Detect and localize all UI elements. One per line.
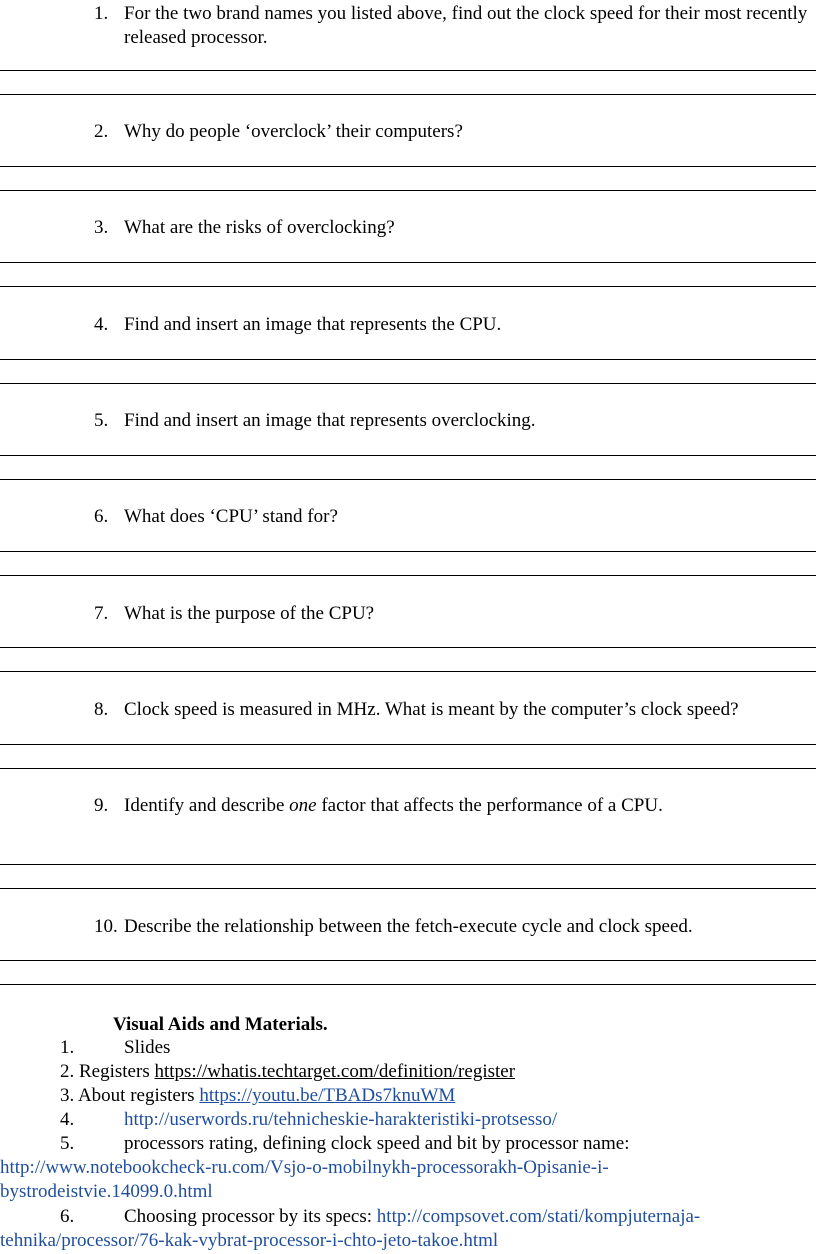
answer-line [0, 768, 816, 769]
question-text-after: factor that affects the performance of a CPU. [316, 795, 663, 816]
question-text-emphasis: one [289, 795, 317, 816]
question-text: Why do people ‘overclock’ their computers? [124, 121, 463, 142]
material-label: Choosing processor by its specs: [124, 1206, 373, 1227]
question-text: What are the risks of overclocking? [124, 217, 395, 238]
answer-line [0, 166, 816, 167]
material-label: About registers [77, 1085, 195, 1106]
question-number: 9. [94, 795, 109, 816]
answer-line [0, 359, 816, 360]
compsovet-link-line2[interactable]: tehnika/processor/76-kak-vybrat-processor-i-chto-jeto-takoe.html [0, 1230, 499, 1251]
question-number: 3. [94, 217, 109, 238]
question-number: 6. [94, 506, 109, 527]
answer-line [0, 70, 816, 71]
question-number: 10. [94, 916, 118, 937]
question-number: 1. [94, 3, 109, 24]
question-number: 2. [94, 121, 109, 142]
answer-line [0, 455, 816, 456]
material-number: 5. [60, 1133, 75, 1154]
question-text-before: Identify and describe [124, 795, 290, 816]
question-text: What does ‘CPU’ stand for? [124, 506, 338, 527]
answer-line [0, 960, 816, 961]
answer-line [0, 286, 816, 287]
answer-line [0, 479, 816, 480]
materials-heading: Visual Aids and Materials. [113, 1014, 328, 1035]
notebookcheck-link-line1[interactable]: http://www.notebookcheck-ru.com/Vsjo-o-mobilnykh-processorakh-Opisanie-i- [0, 1157, 609, 1178]
question-text: For the two brand names you listed above, find out the clock speed for their most recently released processor. [124, 3, 808, 48]
answer-line [0, 383, 816, 384]
material-item [60, 1084, 455, 1108]
question-number: 4. [94, 314, 109, 335]
register-link[interactable]: https://whatis.techtarget.com/definition/register [154, 1061, 516, 1082]
answer-line [0, 671, 816, 672]
answer-line [0, 984, 816, 985]
answer-line [0, 647, 816, 648]
question-text: Clock speed is measured in MHz. What is meant by the computer’s clock speed? [124, 699, 739, 720]
question-number: 7. [94, 603, 109, 624]
answer-line [0, 190, 816, 191]
notebookcheck-link-line2[interactable]: bystrodeistvie.14099.0.html [0, 1181, 213, 1202]
question-text: Describe the relationship between the fetch-execute cycle and clock speed. [124, 916, 693, 937]
question-text: Find and insert an image that represents overclocking. [124, 410, 536, 431]
answer-line [0, 864, 816, 865]
answer-line [0, 551, 816, 552]
material-item [60, 1060, 515, 1084]
material-number: 3. [60, 1085, 75, 1106]
material-item [124, 1205, 700, 1229]
material-number: 1. [60, 1037, 75, 1058]
compsovet-link-line1[interactable]: http://compsovet.com/stati/kompjuternaja- [376, 1206, 701, 1227]
material-number: 2. [60, 1061, 75, 1082]
question-text: Find and insert an image that represents the CPU. [124, 314, 502, 335]
question-text [124, 794, 814, 818]
question-number: 5. [94, 410, 109, 431]
question-number: 8. [94, 699, 109, 720]
youtube-link[interactable]: https://youtu.be/TBADs7knuWM [199, 1085, 456, 1106]
answer-line [0, 262, 816, 263]
material-label: processors rating, defining clock speed and bit by processor name: [124, 1133, 630, 1154]
answer-line [0, 94, 816, 95]
material-number: 4. [60, 1109, 75, 1130]
material-number: 6. [60, 1206, 75, 1227]
question-text: What is the purpose of the CPU? [124, 603, 375, 624]
material-text: Slides [124, 1037, 171, 1058]
answer-line [0, 744, 816, 745]
answer-line [0, 888, 816, 889]
material-label: Registers [79, 1061, 150, 1082]
answer-line [0, 575, 816, 576]
userwords-link[interactable]: http://userwords.ru/tehnicheskie-harakteristiki-protsesso/ [124, 1109, 558, 1130]
